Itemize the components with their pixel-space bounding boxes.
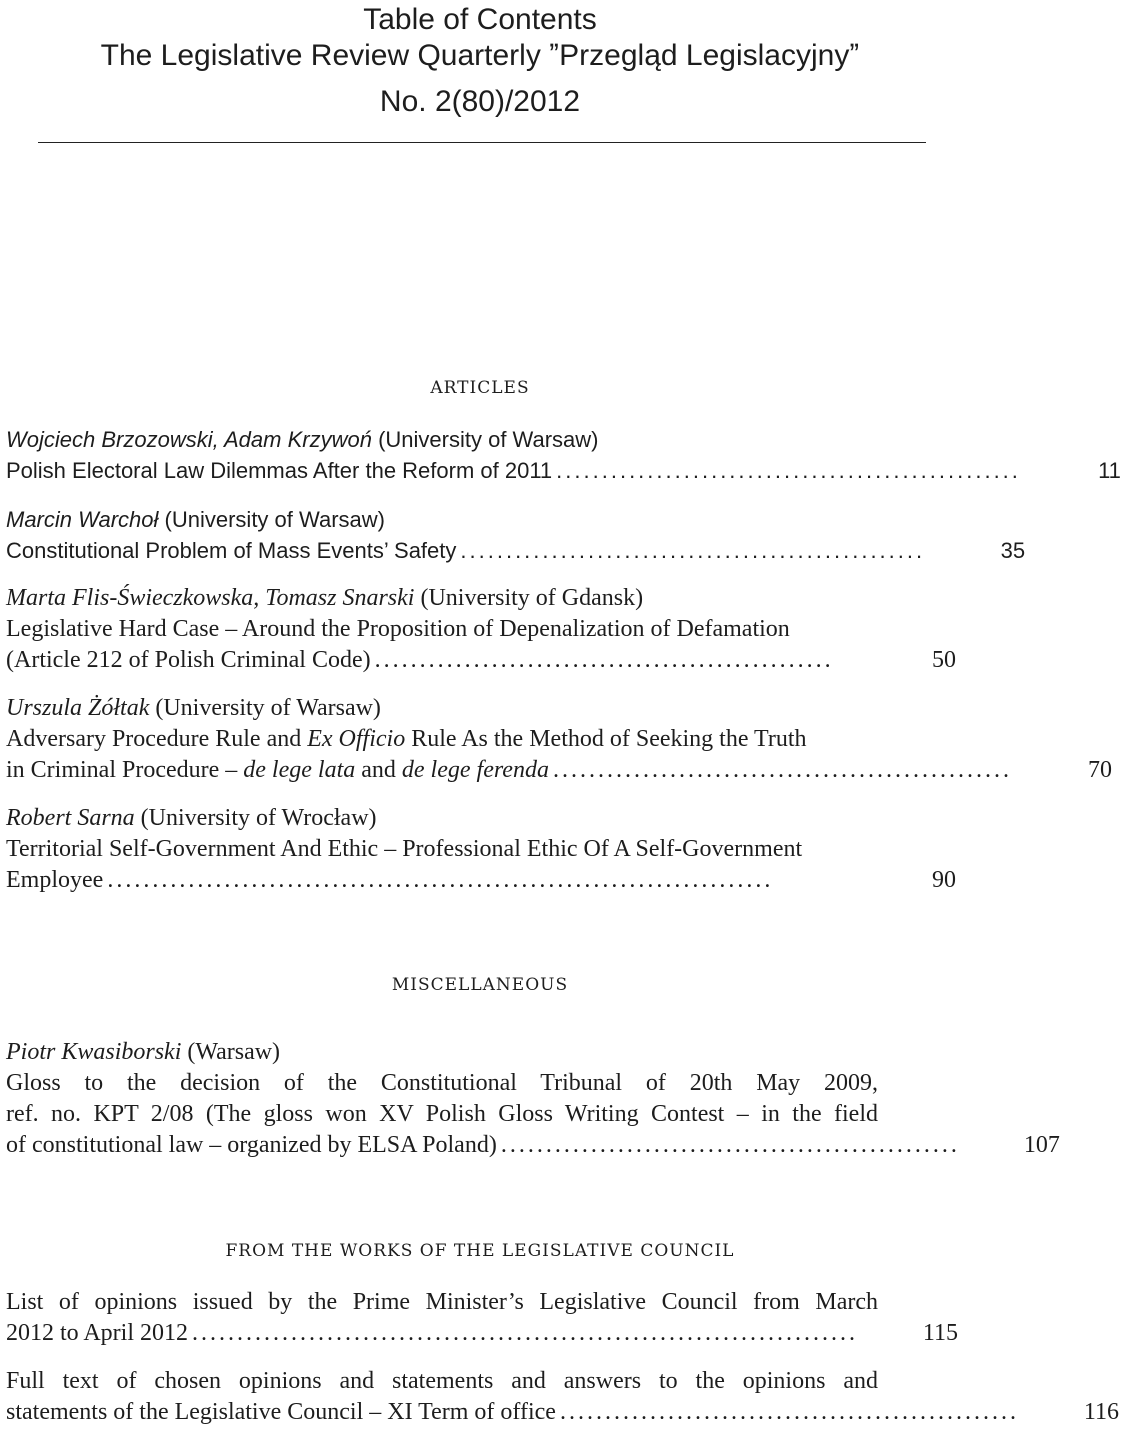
entry-page-number: 107 xyxy=(1023,1132,1060,1158)
toc-entry-4[interactable] xyxy=(6,693,1112,786)
entry-affiliation: (University of Wrocław) xyxy=(134,805,377,831)
entry-title-line-1: Full text of chosen opinions and statements and answers to the opinions and xyxy=(6,1368,878,1394)
entry-title-line-2: Employee xyxy=(6,867,104,893)
issue-number: No. 2(80)/2012 xyxy=(379,85,581,118)
entry-title-part: in Criminal Procedure – xyxy=(6,757,244,783)
entry-affiliation: (University of Warsaw) xyxy=(371,427,599,452)
entry-title-line-1: Territorial Self-Government And Ethic – Professional Ethic Of A Self-Government xyxy=(6,836,803,862)
entry-title: Constitutional Problem of Mass Events’ Safety xyxy=(6,538,457,563)
entry-page-number: 90 xyxy=(932,867,956,893)
entry-title-line-2: statements of the Legislative Council – XI Term of office xyxy=(6,1399,556,1425)
toc-entry-7[interactable] xyxy=(6,1287,959,1349)
entry-affiliation: (University of Gdansk) xyxy=(414,585,644,611)
entry-author: Piotr Kwasiborski xyxy=(6,1039,182,1065)
toc-entry-8[interactable] xyxy=(6,1366,1119,1428)
entry-title-line-2: (Article 212 of Polish Criminal Code) xyxy=(6,647,371,673)
entry-page-number: 11 xyxy=(1098,458,1121,483)
entry-page-number: 115 xyxy=(922,1320,959,1346)
leader-dots: ................................................... xyxy=(556,458,1021,483)
leader-dots: ................................................... xyxy=(374,647,834,673)
page-title: Table of Contents xyxy=(363,3,597,36)
entry-title-line-1: Gloss to the decision of the Constitutional Tribunal of 20th May 2009, xyxy=(6,1070,878,1096)
section-heading-miscellaneous: MISCELLANEOUS xyxy=(391,975,569,995)
entry-title-part: and xyxy=(355,757,402,783)
toc-entry-1[interactable] xyxy=(6,424,1121,486)
entry-affiliation: (University of Warsaw) xyxy=(158,507,385,532)
entry-page-number: 70 xyxy=(1087,757,1112,783)
entry-affiliation: (University of Warsaw) xyxy=(149,695,381,721)
leader-dots: ................................................... xyxy=(552,757,1012,783)
header-divider xyxy=(38,142,926,143)
leader-dots: ................................................... xyxy=(500,1132,960,1158)
entry-author: Marcin Warchoł xyxy=(6,507,159,532)
entry-title-line-1: Legislative Hard Case – Around the Proposition of Depenalization of Defamation xyxy=(6,616,790,642)
toc-entry-3[interactable] xyxy=(6,583,956,676)
toc-entry-5[interactable] xyxy=(6,803,956,896)
leader-dots: .......................................................................... xyxy=(107,867,774,893)
entry-author: Marta Flis-Świeczkowska, Tomasz Snarski xyxy=(6,585,415,611)
entry-title-part: Adversary Procedure Rule and xyxy=(6,726,308,752)
entry-author: Urszula Żółtak xyxy=(6,695,150,721)
leader-dots: .......................................................................... xyxy=(192,1320,859,1346)
entry-title-italic: de lege ferenda xyxy=(401,757,549,783)
entry-title-italic: de lege lata xyxy=(243,757,356,783)
leader-dots: ................................................... xyxy=(559,1399,1019,1425)
entry-author: Robert Sarna xyxy=(6,805,135,831)
entry-title-part: Rule As the Method of Seeking the Truth xyxy=(405,726,807,752)
section-heading-legislative-council: FROM THE WORKS OF THE LEGISLATIVE COUNCIL xyxy=(225,1241,735,1261)
entry-author: Wojciech Brzozowski, Adam Krzywoń xyxy=(6,427,372,452)
entry-title-line-1: List of opinions issued by the Prime Minister’s Legislative Council from March xyxy=(6,1289,878,1315)
journal-title: The Legislative Review Quarterly ˮPrzegląd Legislacyjnyˮ xyxy=(100,39,860,72)
entry-page-number: 35 xyxy=(1000,538,1026,563)
entry-page-number: 116 xyxy=(1083,1399,1119,1425)
section-heading-articles: ARTICLES xyxy=(430,378,530,398)
entry-title-line-2: ref. no. KPT 2/08 (The gloss won XV Polish Gloss Writing Contest – in the field xyxy=(6,1101,878,1127)
toc-entry-6[interactable] xyxy=(6,1037,1060,1161)
entry-title-line-2: 2012 to April 2012 xyxy=(6,1320,189,1346)
toc-entry-2[interactable] xyxy=(6,504,1026,566)
entry-title: Polish Electoral Law Dilemmas After the Reform of 2011 xyxy=(6,458,553,483)
leader-dots: ................................................... xyxy=(460,538,926,563)
entry-affiliation: (Warsaw) xyxy=(181,1039,281,1065)
entry-title-line-3: of constitutional law – organized by ELSA Poland) xyxy=(6,1132,497,1158)
entry-title-italic: Ex Officio xyxy=(307,726,406,752)
entry-page-number: 50 xyxy=(932,647,956,673)
